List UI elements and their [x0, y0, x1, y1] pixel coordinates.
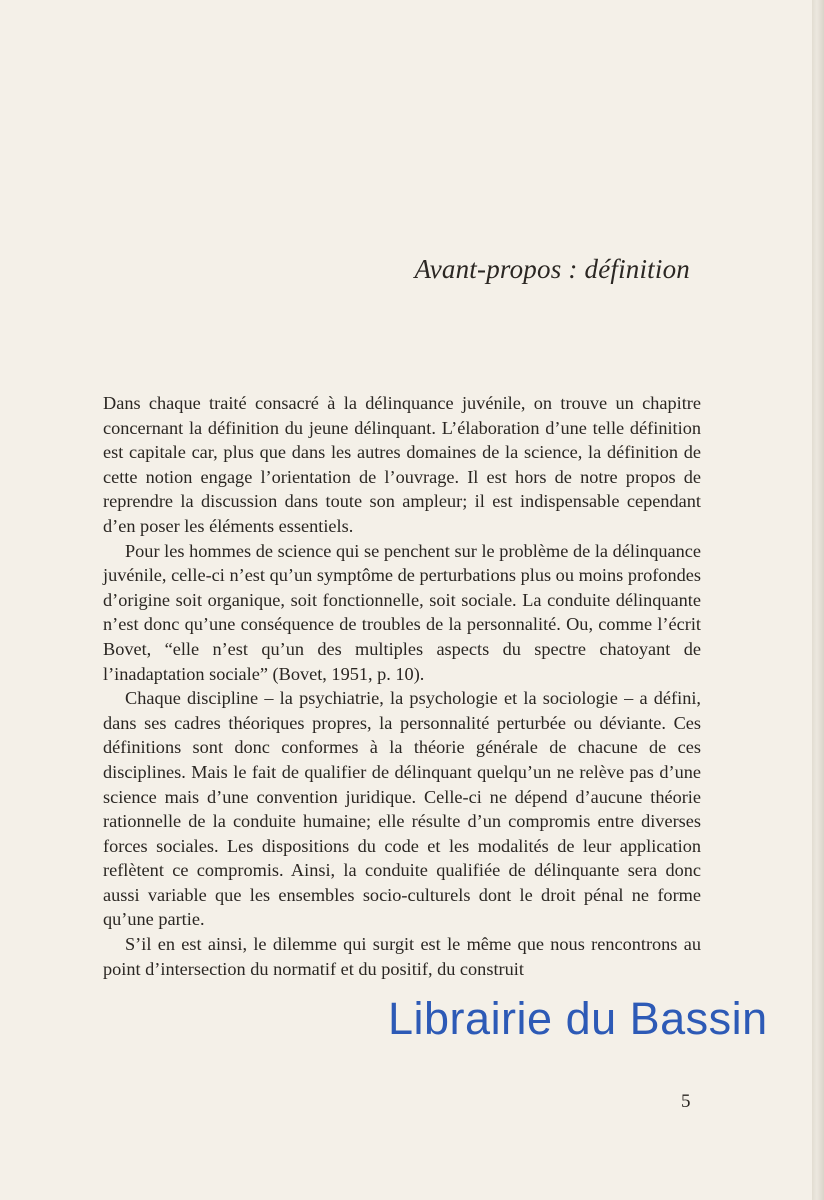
- page-edge: [812, 0, 824, 1200]
- paragraph-4: S’il en est ainsi, le dilemme qui surgit est le même que nous rencontrons au point d’intersection du normatif et du positif, du construit: [103, 934, 701, 979]
- page-number: 5: [681, 1091, 691, 1112]
- watermark: Librairie du Bassin: [388, 993, 768, 1044]
- paragraph-2: Pour les hommes de science qui se penchent sur le problème de la délinquance juvénile, celle-ci n’est qu’un symptôme de perturbations plus ou moins profondes d’origine soit organique, soit fonctionnelle, soit sociale. La conduite délinquante n’est donc qu’une conséquence de troubles de la personnalité. Ou, comme l’écrit Bovet, “elle n’est qu’un des multiples aspects du spectre chatoyant de l’inadaptation sociale” (Bovet, 1951, p. 10).: [103, 540, 701, 684]
- paragraph-3: Chaque discipline – la psychiatrie, la psychologie et la sociologie – a défini, dans ses cadres théoriques propres, la personnalité perturbée ou déviante. Ces définitions sont donc conformes à la théorie générale de chacune de ces disciplines. Mais le fait de qualifier de délinquant quelqu’un ne relève pas d’une science mais d’une convention juridique. Celle-ci ne dépend d’aucune théorie rationnelle de la conduite humaine; elle résulte d’un compromis entre diverses forces sociales. Les dispositions du code et les modalités de leur application reflètent ce compromis. Ainsi, la conduite qualifiée de délinquante sera donc aussi variable que les ensembles socio-culturels dont le droit pénal ne forme qu’une partie.: [103, 688, 701, 930]
- body-text: [103, 391, 701, 981]
- paragraph-1: Dans chaque traité consacré à la délinquance juvénile, on trouve un chapitre concernant la définition du jeune délinquant. L’élaboration d’une telle définition est capitale car, plus que dans les autres domaines de la science, la définition de cette notion engage l’orientation de l’ouvrage. Il est hors de notre propos de reprendre la discussion dans toute son ampleur; il est indispensable cependant d’en poser les éléments essentiels.: [103, 393, 701, 536]
- chapter-title: Avant-propos : définition: [414, 254, 690, 284]
